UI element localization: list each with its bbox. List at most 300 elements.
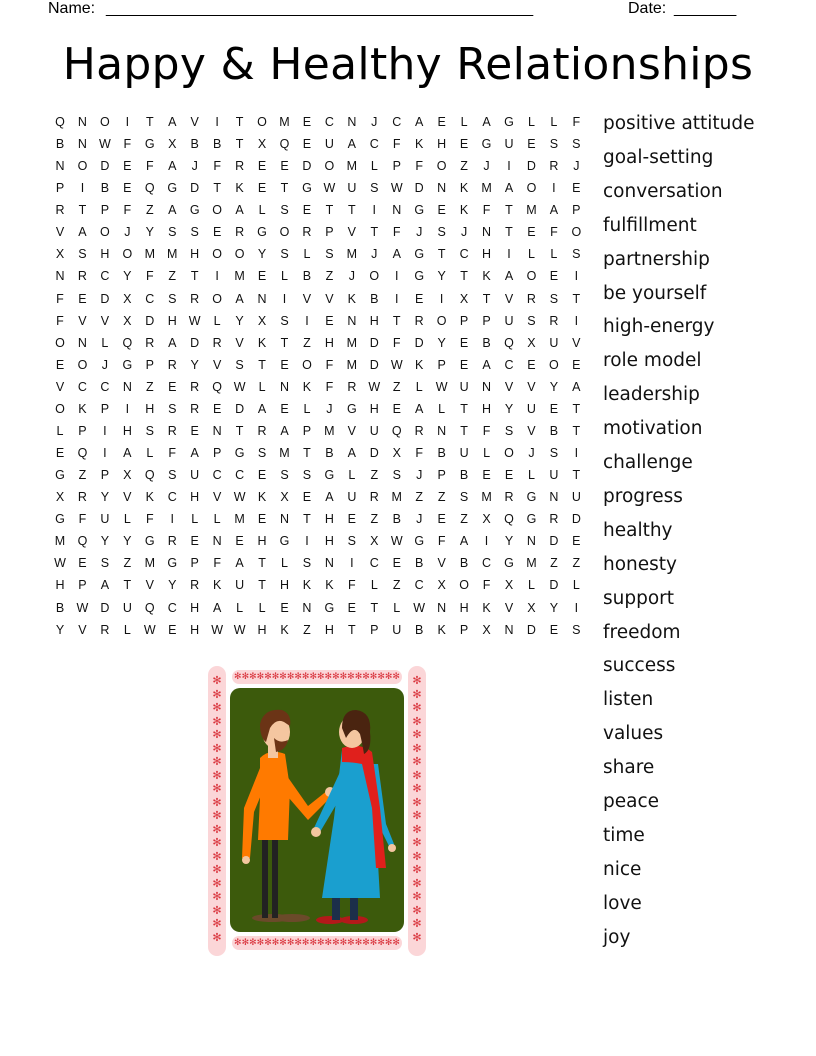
word-list-item: positive attitude [603,113,755,134]
grid-letter: D [369,357,379,372]
grid-letter: D [369,446,379,461]
grid-letter: X [123,291,132,306]
grid-letter: D [190,335,200,350]
grid-row [49,199,589,221]
word-list-item: joy [603,926,631,948]
grid-letter: K [78,401,87,416]
grid-letter: T [145,115,154,129]
grid-letter: F [482,203,491,218]
grid-letter: A [168,159,177,174]
word-list-item: values [603,723,664,745]
grid-letter: S [572,247,581,262]
grid-letter: L [56,423,64,438]
grid-letter: N [437,600,447,615]
grid-letter: V [78,313,87,328]
grid-letter: H [257,622,267,637]
grid-letter: Z [415,490,423,505]
grid-letter: V [212,357,222,372]
grid-letter: B [55,600,65,615]
grid-letter: S [168,468,177,483]
word-list-item: progress [603,485,683,507]
grid-letter: O [571,225,582,240]
grid-letter: M [234,269,245,284]
grid-letter: S [392,468,401,483]
grid-letter: H [122,423,132,438]
grid-letter: E [280,159,289,174]
grid-letter: X [168,137,177,152]
grid-letter: E [527,225,536,240]
grid-letter: U [235,578,245,593]
grid-letter: V [190,115,199,129]
grid-letter: S [168,225,177,240]
date-field[interactable]: _______ [674,0,737,17]
grid-letter: I [439,291,444,306]
grid-letter: H [55,578,65,593]
grid-letter: G [504,556,514,571]
grid-letter: D [145,313,155,328]
grid-letter: O [212,203,222,218]
grid-letter: D [526,159,536,174]
grid-letter: U [190,468,200,483]
grid-letter: V [325,291,334,306]
grid-letter: Z [370,512,379,527]
grid-letter: T [460,401,468,416]
grid-letter: Z [392,578,401,593]
grid-letter: E [257,159,267,174]
grid-letter: L [191,512,199,527]
grid-letter: N [212,423,222,438]
grid-letter: E [549,622,559,637]
grid-letter: O [77,159,88,174]
grid-letter: M [279,446,290,461]
grid-letter: J [416,225,423,240]
grid-letter: X [55,490,65,505]
grid-letter: K [325,578,334,593]
grid-letter: Z [572,556,581,571]
grid-letter: E [302,203,312,218]
grid-letter: E [55,357,65,372]
grid-letter: O [212,247,222,262]
grid-letter: X [123,313,132,328]
grid-letter: E [302,490,312,505]
grid-letter: T [123,578,132,593]
grid-letter: I [305,534,309,549]
grid-letter: O [100,115,110,129]
grid-letter: E [325,313,334,328]
grid-letter: G [144,137,155,152]
grid-letter: R [347,379,357,394]
grid-letter: R [167,534,177,549]
grid-letter: W [413,600,426,615]
grid-letter: K [347,291,357,306]
grid-letter: G [324,600,335,615]
grid-letter: M [167,247,178,262]
grid-letter: E [347,512,357,527]
grid-letter: K [415,357,424,372]
grid-letter: E [347,600,357,615]
grid-letter: B [325,446,334,461]
grid-letter: J [573,159,580,174]
grid-letter: A [168,115,177,129]
grid-letter: F [145,269,154,284]
grid-letter: D [369,335,379,350]
grid-letter: C [212,468,222,483]
grid-letter: B [302,269,312,284]
grid-letter: O [100,225,110,240]
grid-letter: E [549,269,559,284]
grid-letter: G [234,446,245,461]
grid-letter: K [145,490,154,505]
grid-letter: Z [460,512,468,527]
grid-letter: Z [325,269,334,284]
grid-letter: Y [437,335,446,350]
grid-letter: R [190,401,200,416]
star-icon: ✻ [412,687,422,701]
grid-letter: V [504,600,514,615]
grid-letter: F [213,159,221,174]
grid-letter: L [527,578,535,593]
grid-letter: E [392,401,401,416]
grid-letter: S [370,181,379,196]
grid-letter: O [549,357,559,372]
grid-letter: U [459,446,469,461]
grid-letter: G [167,181,178,196]
grid-row [49,552,589,574]
grid-letter: A [168,203,177,218]
grid-letter: W [188,313,201,328]
grid-letter: P [370,622,379,637]
grid-letter: L [438,401,446,416]
star-icon: ✻ [212,728,222,741]
star-icon: ✻ [212,795,222,809]
grid-letter: H [459,600,469,615]
grid-letter: O [504,446,514,461]
grid-letter: Y [257,247,267,262]
grid-letter: Q [55,115,65,129]
grid-letter: P [325,225,334,240]
header [48,0,748,20]
grid-letter: H [482,247,492,262]
grid-letter: A [392,247,401,262]
grid-letter: H [324,622,334,637]
grid-letter: W [76,600,89,615]
grid-letter: L [370,159,378,174]
grid-letter: T [572,468,581,483]
grid-letter: V [504,379,514,394]
grid-letter: D [100,291,110,306]
grid-letter: T [258,556,266,571]
grid-letter: T [325,203,334,218]
grid-row [49,508,589,530]
grid-letter: Z [437,490,446,505]
grid-letter: A [212,600,222,615]
grid-letter: O [234,247,245,262]
grid-letter: S [280,203,289,218]
grid-letter: V [572,335,581,350]
grid-letter: F [145,159,154,174]
grid-letter: A [415,401,424,416]
grid-letter: U [459,379,469,394]
star-icon: ✻ [212,890,222,903]
word-list-item: freedom [603,621,681,643]
grid-letter: A [78,225,87,240]
grid-letter: Q [144,600,155,615]
grid-letter: Z [460,159,468,174]
grid-letter: J [326,401,333,416]
grid-letter: S [280,313,289,328]
grid-letter: E [572,534,581,549]
grid-letter: Q [122,335,133,350]
word-list-item: time [603,824,645,846]
grid-letter: T [280,335,289,350]
grid-letter: T [460,423,468,438]
grid-letter: L [123,622,131,637]
grid-letter: Y [549,379,559,394]
grid-letter: L [348,468,356,483]
grid-letter: I [574,600,579,615]
grid-letter: K [257,335,267,350]
grid-letter: F [572,115,581,129]
grid-letter: L [550,247,558,262]
grid-letter: E [55,446,65,461]
grid-letter: N [437,423,447,438]
grid-letter: Z [392,379,401,394]
grid-letter: E [235,534,244,549]
grid-letter: Z [550,556,558,571]
grid-letter: Z [145,379,154,394]
grid-letter: T [235,423,244,438]
grid-letter: H [100,247,110,262]
grid-letter: Y [504,534,514,549]
grid-letter: P [55,181,65,196]
grid-letter: W [233,379,246,394]
grid-letter: U [504,137,514,152]
grid-letter: H [279,578,290,593]
grid-letter: S [527,313,536,328]
grid-letter: N [279,512,290,527]
grid-letter: M [144,556,155,571]
grid-letter: T [190,269,199,284]
grid-letter: F [415,159,423,174]
grid-letter: E [212,225,222,240]
grid-letter: L [527,115,535,129]
grid-letter: L [550,115,558,129]
grid-letter: O [77,357,88,372]
grid-letter: P [100,468,110,483]
grid-letter: C [77,379,87,394]
grid-letter: S [347,534,357,549]
grid-letter: S [437,225,446,240]
grid-letter: I [125,401,130,416]
grid-letter: B [459,556,469,571]
grid-row [49,265,589,287]
star-icon: ✻ [212,917,222,930]
word-list-item: motivation [603,418,703,440]
grid-row [49,530,589,552]
grid-letter: T [505,203,513,218]
grid-letter: U [571,490,581,505]
grid-letter: E [549,401,559,416]
grid-letter: H [190,622,200,637]
grid-letter: M [526,203,537,218]
grid-letter: N [526,534,536,549]
grid-letter: Z [370,468,379,483]
grid-letter: E [302,137,312,152]
grid-letter: M [346,159,358,174]
grid-letter: D [526,622,536,637]
grid-letter: M [279,115,290,129]
grid-letter: D [235,401,245,416]
grid-row [49,111,589,133]
grid-letter: U [347,490,357,505]
grid-letter: T [348,203,356,218]
grid-letter: F [392,335,401,350]
grid-letter: X [280,490,289,505]
grid-letter: I [574,269,579,284]
grid-letter: L [303,247,311,262]
grid-letter: G [55,468,65,483]
grid-letter: H [167,313,177,328]
grid-letter: J [124,225,131,240]
grid-letter: X [55,247,65,262]
grid-letter: A [459,534,469,549]
grid-letter: F [123,137,132,152]
grid-letter: I [103,446,107,461]
grid-letter: T [505,225,513,240]
grid-letter: X [257,313,267,328]
grid-letter: O [279,225,290,240]
grid-letter: S [280,247,289,262]
grid-letter: N [77,115,87,129]
grid-letter: I [372,203,377,218]
name-field[interactable]: ________________________________________________ [106,0,534,17]
grid-letter: F [482,578,491,593]
star-icon: ✻ [412,741,422,755]
grid-letter: T [572,401,581,416]
grid-letter: X [504,578,514,593]
grid-letter: T [370,600,379,615]
grid-letter: Y [100,490,110,505]
grid-letter: Z [123,556,132,571]
grid-letter: C [167,600,177,615]
grid-letter: D [549,534,559,549]
name-label: Name: [48,0,96,17]
grid-letter: C [414,578,424,593]
grid-letter: V [527,379,536,394]
grid-letter: G [414,534,425,549]
grid-letter: W [390,534,403,549]
grid-letter: E [437,115,446,129]
grid-letter: P [459,313,469,328]
grid-letter: X [527,600,536,615]
grid-letter: E [190,534,199,549]
grid-letter: V [78,622,87,637]
grid-letter: E [123,181,132,196]
grid-letter: Z [303,622,311,637]
star-icon: ✻ [212,768,222,782]
grid-letter: Y [123,269,132,284]
grid-letter: L [527,468,535,483]
grid-letter: R [55,203,65,218]
grid-letter: G [414,247,425,262]
grid-letter: F [145,512,154,527]
word-list-item: conversation [603,180,723,202]
grid-letter: E [527,357,536,372]
grid-letter: X [527,335,536,350]
grid-letter: Y [235,313,244,328]
grid-letter: M [324,423,335,438]
star-icon: ✻ [212,755,222,768]
grid-letter: T [303,446,311,461]
word-list-item: challenge [603,452,693,473]
grid-letter: U [369,423,379,438]
grid-letter: I [507,159,511,174]
grid-letter: E [459,137,469,152]
grid-letter: G [122,357,133,372]
grid-letter: K [437,622,446,637]
grid-letter: Q [504,335,514,350]
grid-letter: P [437,357,446,372]
grid-letter: C [482,556,492,571]
grid-letter: C [167,490,177,505]
grid-letter: X [370,534,379,549]
grid-letter: K [459,203,469,218]
word-list-item: role model [603,350,702,372]
grid-letter: S [302,556,312,571]
grid-letter: K [212,578,222,593]
grid-letter: E [459,335,469,350]
grid-letter: S [459,490,469,505]
grid-letter: V [437,556,446,571]
grid-letter: L [236,600,244,615]
word-list-item: healthy [603,519,673,541]
grid-letter: R [504,490,514,505]
grid-letter: I [215,115,219,129]
grid-row [49,574,589,596]
grid-letter: N [77,335,87,350]
grid-letter: B [370,291,379,306]
grid-letter: G [189,203,200,218]
grid-letter: L [303,401,311,416]
grid-row [49,288,589,310]
grid-letter: C [369,556,379,571]
grid-letter: N [549,490,559,505]
grid-letter: F [123,203,132,218]
grid-letter: T [460,269,468,284]
grid-row [49,597,589,619]
star-icon: ✻ [412,876,422,890]
grid-letter: R [190,578,200,593]
star-icon: ✻ [212,701,222,714]
grid-letter: C [100,269,110,284]
grid-letter: Q [391,423,402,438]
page-title: Happy & Healthy Relationships [62,39,754,90]
grid-letter: Q [77,534,88,549]
grid-letter: W [435,379,448,394]
grid-letter: N [212,534,222,549]
grid-letter: N [392,203,402,218]
grid-letter: G [167,556,178,571]
grid-letter: A [123,446,132,461]
grid-letter: H [324,335,334,350]
grid-letter: P [302,423,312,438]
grid-letter: Y [145,225,154,240]
grid-letter: L [483,446,491,461]
star-icon: ✻ [412,728,422,741]
grid-letter: O [526,181,537,196]
star-icon: ✻ [412,768,422,782]
grid-letter: S [549,446,559,461]
